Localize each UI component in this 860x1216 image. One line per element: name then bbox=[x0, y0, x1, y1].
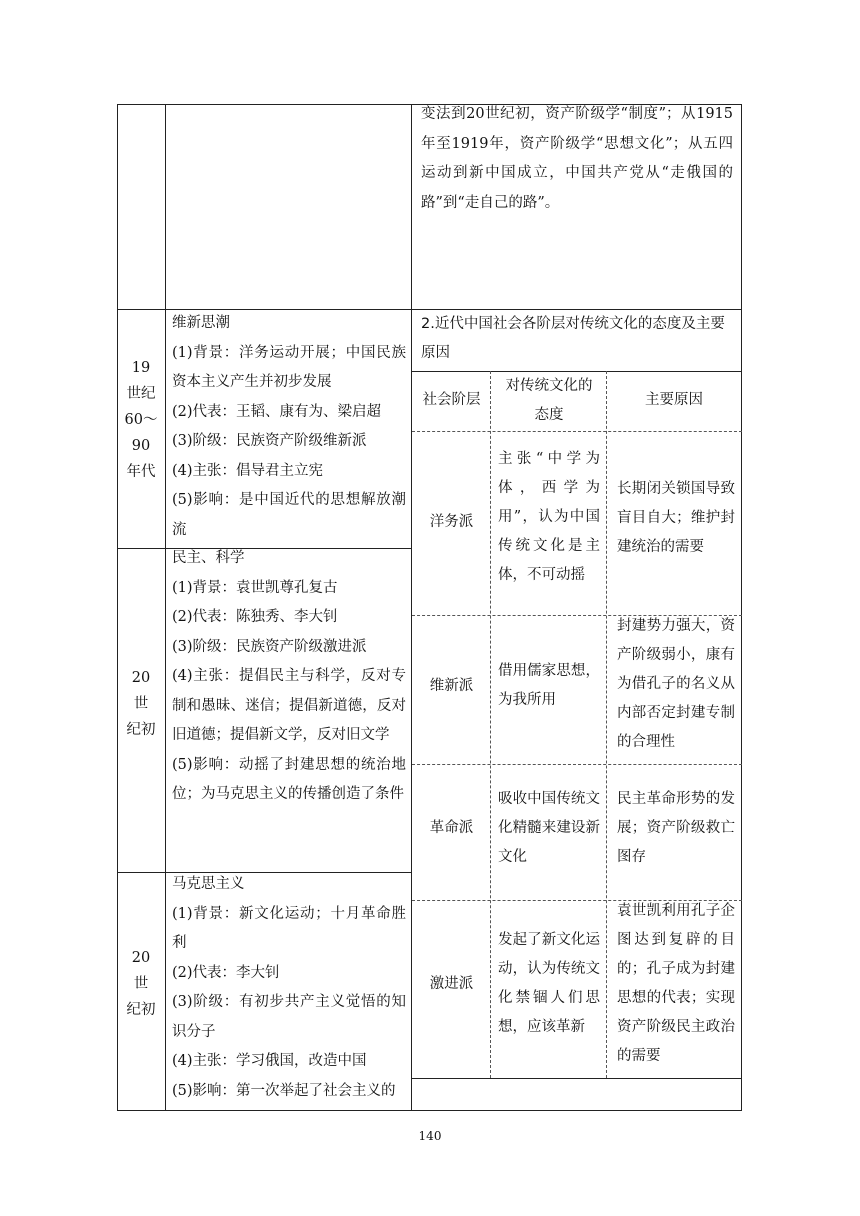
era-line: 世 bbox=[133, 696, 149, 712]
row-item: (1)背景：洋务运动开展；中国民族资本主义产生并初步发展 bbox=[172, 344, 406, 390]
row-item: (2)代表：王韬、康有为、梁启超 bbox=[172, 403, 382, 420]
inner-bottom-border bbox=[412, 1078, 742, 1079]
era-line: 19 bbox=[131, 360, 151, 376]
era-line: 年代 bbox=[126, 464, 156, 480]
inner-class-cell: 革命派 bbox=[429, 820, 474, 836]
page-number: 140 bbox=[418, 1129, 442, 1143]
inner-header-attitude: 对传统文化的态度 bbox=[505, 378, 593, 423]
row-title: 维新思潮 bbox=[172, 315, 230, 331]
era-line: 20 bbox=[131, 950, 151, 966]
row-item: (1)背景：新文化运动；十月革命胜利 bbox=[172, 905, 406, 951]
row-item: (5)影响：是中国近代的思想解放潮流 bbox=[172, 492, 406, 538]
era-line: 世 bbox=[133, 976, 149, 992]
era-cell-1 bbox=[118, 355, 164, 485]
era-line: 纪初 bbox=[126, 1002, 156, 1018]
row-item: (5)影响：动摇了封建思想的统治地位；为马克思主义的传播创造了条件 bbox=[172, 756, 406, 802]
content-cell-1 bbox=[172, 309, 406, 545]
era-cell-2 bbox=[118, 665, 164, 743]
inner-reason-cell: 封建势力强大，资产阶级弱小，康有为借孔子的名义从内部否定封建专制的合理性 bbox=[617, 618, 735, 750]
section2-title: 2.近代中国社会各阶层对传统文化的态度及主要原因 bbox=[421, 316, 725, 361]
row-item: (3)阶级：民族资产阶级维新派 bbox=[172, 433, 367, 449]
inner-header-divider bbox=[412, 431, 742, 432]
era-line: 60～ bbox=[124, 412, 158, 428]
inner-reason-cell: 民主革命形势的发展；资产阶级救亡图存 bbox=[617, 791, 735, 865]
outer-right-border bbox=[741, 104, 742, 1111]
row-item: (2)代表：李大钊 bbox=[172, 964, 280, 981]
top-right-text: 变法到20世纪初，资产阶级学“制度”；从1915年至1919年，资产阶级学“思想文化”；从五四运动到新中国成立，中国共产党从“走俄国的路”到“走自己的路”。 bbox=[421, 106, 733, 211]
row-item: (4)主张：倡导君主立宪 bbox=[172, 462, 324, 479]
col-divider-era bbox=[165, 104, 166, 1111]
inner-row-divider bbox=[412, 764, 742, 765]
era-cell-3 bbox=[118, 945, 164, 1023]
inner-class-cell: 维新派 bbox=[429, 678, 474, 694]
era-line: 纪初 bbox=[126, 722, 156, 738]
inner-class-cell: 激进派 bbox=[429, 976, 474, 992]
col-divider-right bbox=[411, 104, 412, 1111]
row-item: (4)主张：提倡民主与科学，反对专制和愚昧、迷信；提倡新道德，反对旧道德；提倡新文学，反对旧文学 bbox=[172, 668, 406, 743]
row-item: (3)阶级：民族资产阶级激进派 bbox=[172, 638, 367, 655]
inner-attitude-cell: 吸收中国传统文化精髓来建设新文化 bbox=[498, 791, 600, 865]
inner-header-class: 社会阶层 bbox=[422, 392, 481, 408]
era-line: 世纪 bbox=[126, 386, 156, 402]
row-item: (1)背景：袁世凯尊孔复古 bbox=[172, 579, 338, 596]
inner-attitude-cell: 主张“中学为体，西学为用”，认为中国传统文化是主体，不可动摇 bbox=[498, 451, 600, 583]
era-line: 20 bbox=[131, 670, 151, 686]
inner-reason-cell: 长期闭关锁国导致盲目自大；维护封建统治的需要 bbox=[617, 481, 735, 555]
row-item: (2)代表：陈独秀、李大钊 bbox=[172, 609, 338, 625]
inner-col-divider bbox=[490, 371, 491, 1078]
row-title: 马克思主义 bbox=[172, 876, 245, 892]
row-item: (4)主张：学习俄国，改造中国 bbox=[172, 1053, 367, 1069]
row-item: (3)阶级：有初步共产主义觉悟的知识分子 bbox=[172, 994, 406, 1040]
inner-attitude-cell: 借用儒家思想，为我所用 bbox=[498, 663, 600, 708]
content-cell-2 bbox=[172, 544, 406, 810]
outer-bottom-border bbox=[117, 1110, 742, 1111]
row-title: 民主、科学 bbox=[172, 550, 245, 566]
row-item: (5)影响：第一次举起了社会主义的 bbox=[172, 1082, 396, 1099]
era-line: 90 bbox=[131, 438, 151, 454]
content-cell-3 bbox=[172, 870, 406, 1106]
inner-class-cell: 洋务派 bbox=[429, 514, 474, 530]
inner-reason-cell: 袁世凯利用孔子企图达到复辟的目的；孔子成为封建思想的代表；实现资产阶级民主政治的需要 bbox=[617, 903, 735, 1064]
inner-attitude-cell: 发起了新文化运动，认为传统文化禁锢人们思想，应该革新 bbox=[498, 932, 600, 1035]
inner-col-divider bbox=[606, 371, 607, 1078]
inner-header-reason: 主要原因 bbox=[645, 392, 703, 408]
